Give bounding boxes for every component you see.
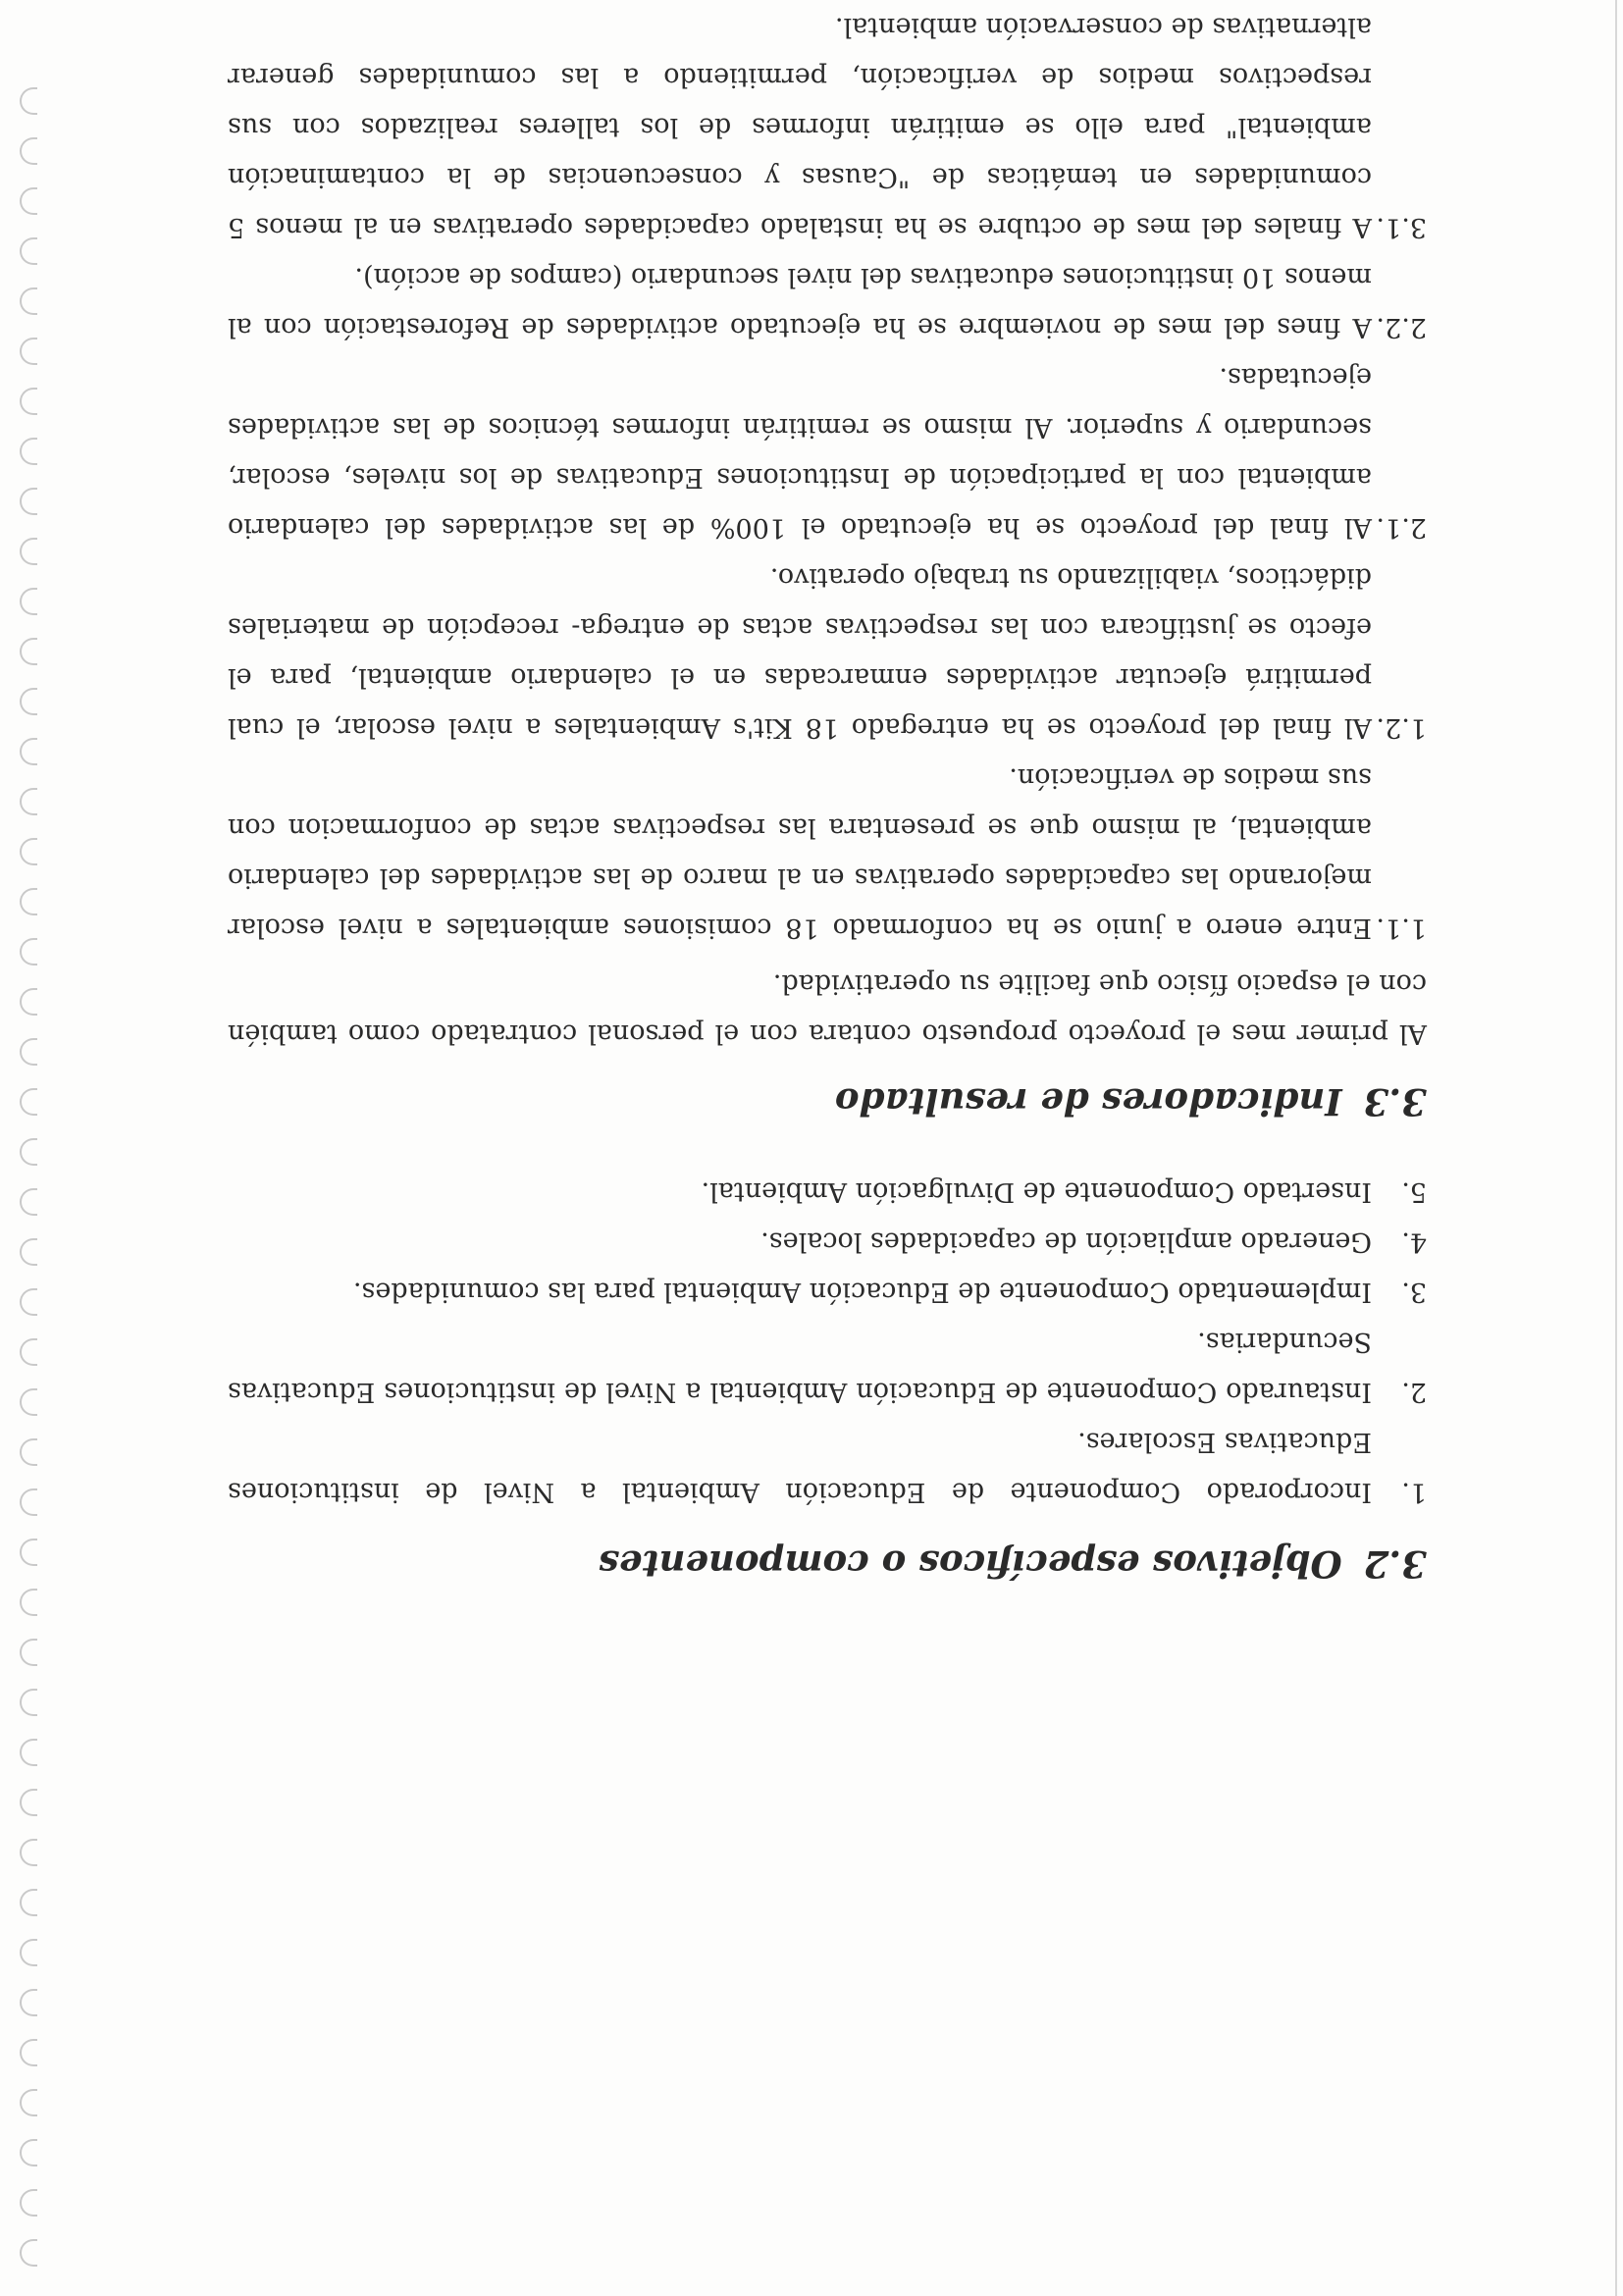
item-text: Implementado Componente de Educación Ambiental para las comunidades. (352, 1277, 1372, 1307)
binding-hole (20, 388, 37, 415)
binding-holes (8, 20, 47, 2267)
item-number: 1.2. (1376, 712, 1427, 743)
page-edge-line (1615, 0, 1617, 2296)
binding-hole (20, 688, 37, 715)
item-number: 2. (1401, 1377, 1427, 1407)
binding-hole (20, 738, 37, 765)
item-number: 2.1. (1376, 512, 1427, 543)
list-item (228, 1217, 1427, 1267)
list-item (228, 252, 1427, 352)
item-number: 1. (1401, 1477, 1427, 1507)
binding-hole (20, 187, 37, 215)
binding-hole (20, 1488, 37, 1516)
item-number: 2.2. (1376, 312, 1427, 342)
list-item (228, 0, 1427, 2)
item-number (1372, 0, 1427, 2)
list-item (228, 352, 1427, 552)
binding-hole (20, 538, 37, 565)
list-item (228, 1267, 1427, 1317)
binding-hole (20, 1739, 37, 1766)
binding-hole (20, 1889, 37, 1916)
list-item (228, 552, 1427, 753)
item-text: Instaurado Componente de Educación Ambiental a Nivel de instituciones Educativas Secundarias. (228, 1327, 1372, 1407)
item-number: 1.1. (1376, 913, 1427, 943)
item-text: Al final del proyecto se ha entregado 18 Kit's Ambientales a nivel escolar, el cual permitirá ejecutar actividades enmarcadas en el calendario ambiental, para el efecto se justificara con las respectivas actas de entrega- recepción de materiales didácticos, viabilizando su trabajo operativo. (228, 562, 1372, 743)
item-number: 3.1. (1376, 212, 1427, 242)
intro-paragraph: Al primer mes el proyecto propuesto contara con el personal contratado como también con el espacio físico que facilite su operatividad. (228, 968, 1427, 1049)
binding-hole (20, 1639, 37, 1666)
binding-hole (20, 438, 37, 465)
item-number: 4. (1401, 1226, 1427, 1257)
binding-hole (20, 1438, 37, 1466)
indicadores-list (228, 0, 1427, 953)
binding-hole (20, 1789, 37, 1816)
binding-hole (20, 1088, 37, 1116)
binding-hole (20, 888, 37, 915)
binding-hole (20, 1388, 37, 1416)
list-item (228, 753, 1427, 953)
heading-number: 3.3 (1363, 1080, 1427, 1123)
binding-hole (20, 1839, 37, 1866)
item-number: 3. (1401, 1277, 1427, 1307)
heading-number: 3.2 (1363, 1542, 1427, 1586)
binding-hole (20, 2189, 37, 2217)
binding-hole (20, 1989, 37, 2016)
item-text: A fines del mes de noviembre se ha ejecutado actividades de Reforestación con al menos 10 instituciones educativas del nivel secundario (campos de acción). (228, 262, 1372, 342)
binding-hole (20, 938, 37, 965)
binding-hole (20, 2239, 37, 2267)
binding-hole (20, 87, 37, 115)
binding-hole (20, 237, 37, 265)
binding-hole (20, 488, 37, 515)
binding-hole (20, 1539, 37, 1566)
binding-hole (20, 788, 37, 815)
binding-hole (20, 287, 37, 315)
binding-hole (20, 588, 37, 615)
binding-hole (20, 1689, 37, 1716)
heading-title: Objetivos específicos o componentes (599, 1542, 1342, 1586)
binding-hole (20, 338, 37, 365)
binding-hole (20, 2039, 37, 2066)
heading-objetivos (228, 1539, 1427, 1590)
item-text: A finales del mes de octubre se ha instalado capacidades operativas en al menos 5 comunidades en temáticas de "Causas y consecuencias de la contaminación ambiental" para ello se emitirán informes de los talleres realizados con sus respectivos medios de verificación, permitiendo a las comunidades generar alternativas de conservación ambiental. (228, 12, 1372, 242)
list-item (228, 1317, 1427, 1417)
item-text: Incorporado Componente de Educación Ambiental a Nivel de instituciones Educativas Escolares. (228, 1427, 1372, 1507)
binding-hole (20, 638, 37, 665)
item-number: 5. (1401, 1176, 1427, 1207)
binding-hole (20, 838, 37, 865)
heading-indicadores (228, 1076, 1427, 1127)
list-item (228, 1167, 1427, 1217)
binding-hole (20, 2139, 37, 2166)
binding-hole (20, 1288, 37, 1316)
item-text (228, 0, 1372, 2)
document-body (228, 0, 1427, 1590)
list-item (228, 1417, 1427, 1517)
item-text: Generado ampliación de capacidades locales. (760, 1226, 1372, 1257)
binding-hole (20, 1188, 37, 1216)
binding-hole (20, 1238, 37, 1266)
binding-hole (20, 1138, 37, 1166)
binding-hole (20, 988, 37, 1016)
objetivos-list (228, 1167, 1427, 1517)
binding-hole (20, 1338, 37, 1366)
binding-hole (20, 137, 37, 165)
item-text: Al final del proyecto se ha ejecutado el 100% de las actividades del calendario ambiental con la participación de Instituciones Educativas de los niveles, escolar, secundario y superior. Al mismo se remitirán informes técnicos de las actividades ejecutadas. (228, 362, 1372, 543)
item-text: Insertado Componente de Divulgación Ambiental. (701, 1176, 1372, 1207)
item-text: Entre enero a junio se ha conformado 18 comisiones ambientales a nivel escolar mejorando las capacidades operativas en al marco de las actividades del calendario ambiental, al mismo que se presentara las respectivas actas de conformacion con sus medios de verificación. (228, 762, 1372, 943)
binding-hole (20, 1589, 37, 1616)
binding-hole (20, 2089, 37, 2116)
binding-hole (20, 1038, 37, 1066)
heading-title: Indicadores de resultado (834, 1080, 1342, 1123)
list-item (228, 2, 1427, 252)
binding-hole (20, 1939, 37, 1966)
